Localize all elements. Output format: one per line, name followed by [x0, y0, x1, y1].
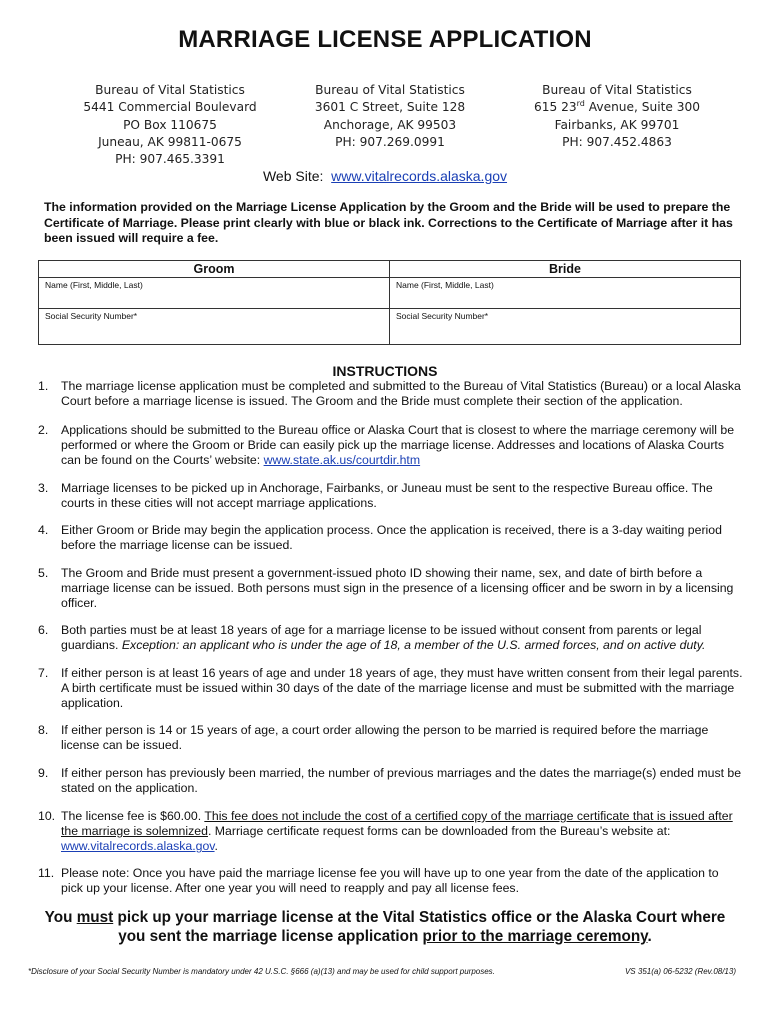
item-text: If either person is 14 or 15 years of age, a court order allowing the person to be married is required before the marriage license can be issued. — [61, 723, 709, 753]
office-addresses — [60, 82, 730, 170]
bride-name-field[interactable] — [390, 278, 741, 309]
form-number: VS 351(a) 06-5232 (Rev.08/13) — [624, 967, 736, 976]
page-title: MARRIAGE LICENSE APPLICATION — [178, 26, 592, 53]
bride-ssn-field[interactable] — [390, 309, 741, 345]
groom-ssn-label: Social Security Number* — [45, 311, 138, 321]
office-phone: PH: 907.465.3391 — [115, 152, 225, 167]
closing-notice: You must pick up your marriage license at the Vital Statistics office or the Alaska Court where you sent the marriage license application prior to the marriage ceremony. — [44, 909, 726, 945]
item-text: The license fee is $60.00. This fee does not include the cost of a certified copy of the marriage certificate that is issued after the marriage is solemnized. Marriage certificate request forms can be downloaded from the Bureau’s website at: www.vitalrecords.alaska.gov. — [61, 809, 733, 854]
bride-header: Bride — [390, 261, 741, 278]
item-text: Both parties must be at least 18 years of age for a marriage license to be issued without consent from parents or legal guardians. Exception: an applicant who is under the age of 18, a member of the U.S. armed forces, and on active duty. — [61, 623, 706, 653]
emphasis-must: must — [76, 909, 114, 926]
office-phone: PH: 907.269.0991 — [335, 134, 445, 149]
courts-website-link[interactable]: www.state.ak.us/courtdir.htm — [263, 453, 421, 468]
office-phone: PH: 907.452.4863 — [562, 134, 672, 149]
item-text: The Groom and Bride must present a government-issued photo ID showing their name, sex, and date of birth before a marriage license can be issued. Both persons must sign in the presence of a licensing officer and be sworn in by a licensing officer. — [61, 566, 734, 611]
item-number: 4. — [38, 523, 49, 537]
fee-note: This fee does not include the cost of a certified copy of the marriage certificate that is issued after the marriage is solemnized — [61, 809, 733, 839]
office-city: Juneau, AK 99811-0675 — [98, 134, 242, 149]
office-city: Anchorage, AK 99503 — [323, 117, 457, 132]
item-text: Please note: Once you have paid the marriage license fee you will have up to one year from the date of the application to pick up your license. After one year you will need to reapply and pay all license fees. — [61, 866, 719, 896]
bride-name-label: Name (First, Middle, Last) — [396, 280, 494, 290]
vital-records-link[interactable]: www.vitalrecords.alaska.gov — [61, 839, 215, 854]
instructions-heading: INSTRUCTIONS — [332, 363, 438, 379]
item-text: Applications should be submitted to the Bureau office or Alaska Court that is closest to where the marriage ceremony will be performed or where the Groom or Bride can easily pick up the marriage license. Addresses and locations of Alaska Courts can be found on the Courts’ website: www.state.ak.us/courtdir.htm — [61, 423, 735, 468]
item-number: 7. — [38, 666, 49, 680]
office-city: Fairbanks, AK 99701 — [554, 117, 680, 132]
office-name: Bureau of Vital Statistics — [542, 83, 692, 97]
office-name: Bureau of Vital Statistics — [95, 83, 245, 97]
intro-paragraph: The information provided on the Marriage License Application by the Groom and the Bride will be used to prepare the Certificate of Marriage. Please print clearly with blue or black ink. Corrections to the Certificate of Marriage after it has been issued will require a fee. — [44, 200, 733, 246]
item-text: The marriage license application must be completed and submitted to the Bureau of Vital Statistics (Bureau) or a local Alaska Court before a marriage license is issued. The Groom and the Bride must complete their section of the application. — [61, 379, 741, 409]
applicant-table — [38, 260, 741, 345]
website-label: Web Site: — [262, 168, 324, 184]
website-line — [0, 168, 770, 184]
item-number: 11. — [38, 866, 55, 880]
ssn-footnote: *Disclosure of your Social Security Number is mandatory under 42 U.S.C. §666 (a)(13) and may be used for child support purposes. — [28, 967, 495, 976]
item-text: If either person has previously been married, the number of previous marriages and the dates the marriage(s) ended must be stated on the application. — [61, 766, 742, 796]
office-fairbanks — [507, 82, 727, 151]
emphasis-prior: prior to the marriage ceremony — [422, 928, 648, 945]
item-text: Either Groom or Bride may begin the application process. Once the application is received, there is a 3-day waiting period before the marriage license can be issued. — [61, 523, 722, 553]
item-number: 1. — [38, 379, 49, 393]
groom-header: Groom — [39, 261, 390, 278]
bride-ssn-label: Social Security Number* — [396, 311, 489, 321]
item-number: 2. — [38, 423, 49, 437]
office-juneau — [60, 82, 280, 168]
item-number: 10. — [38, 809, 56, 823]
exception-text: Exception: an applicant who is under the age of 18, a member of the U.S. armed forces, and on active duty. — [121, 638, 706, 653]
office-street: 3601 C Street, Suite 128 — [314, 100, 466, 115]
item-number: 5. — [38, 566, 49, 580]
item-text: If either person is at least 16 years of age and under 18 years of age, they must have written consent from their legal parents. A birth certificate must be issued within 30 days of the date of the marriage license and must be submitted with the marriage application. — [61, 666, 743, 711]
office-po-box: PO Box 110675 — [123, 117, 217, 132]
item-number: 8. — [38, 723, 49, 737]
office-street: 5441 Commercial Boulevard — [83, 100, 257, 115]
office-name: Bureau of Vital Statistics — [315, 83, 465, 97]
item-number: 9. — [38, 766, 49, 780]
office-street: 615 23rd Avenue, Suite 300 — [533, 99, 701, 115]
website-link[interactable]: www.vitalrecords.alaska.gov — [331, 168, 508, 184]
groom-name-field[interactable] — [39, 278, 390, 309]
groom-ssn-field[interactable] — [39, 309, 390, 345]
item-text: Marriage licenses to be picked up in Anchorage, Fairbanks, or Juneau must be sent to the respective Bureau office. The courts in these cities will not accept marriage applications. — [61, 481, 713, 511]
groom-name-label: Name (First, Middle, Last) — [45, 280, 143, 290]
office-anchorage — [280, 82, 500, 151]
item-number: 6. — [38, 623, 49, 637]
item-number: 3. — [38, 481, 49, 495]
